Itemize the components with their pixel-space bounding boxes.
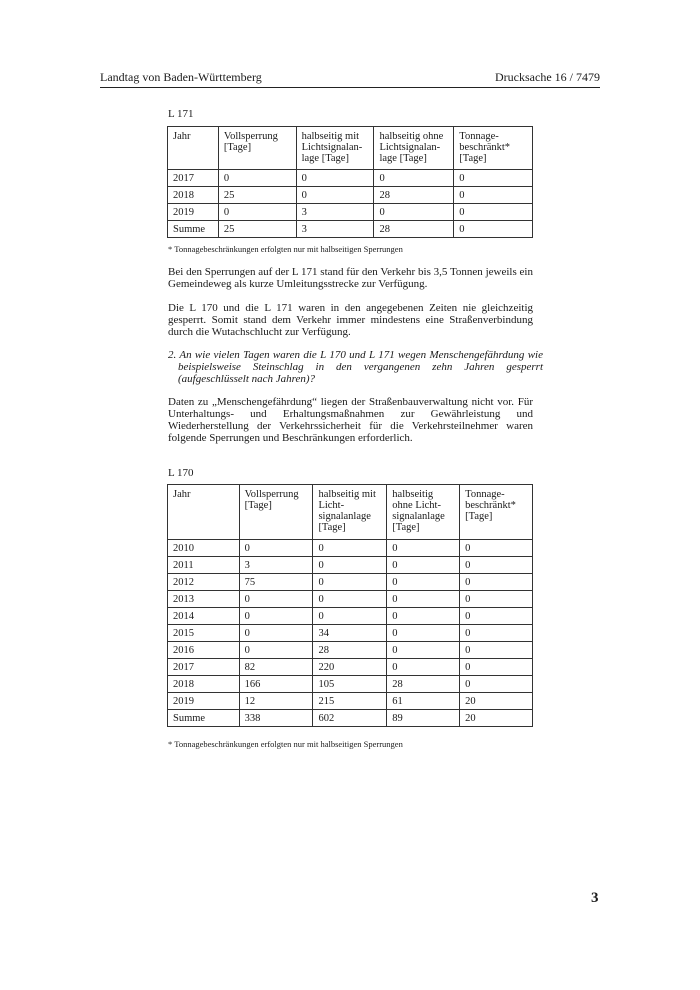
table-cell: 0 — [218, 170, 296, 187]
table-cell: 0 — [313, 591, 387, 608]
table-cell: 0 — [460, 625, 533, 642]
table-cell: 338 — [239, 710, 313, 727]
table-cell: Summe — [168, 221, 219, 238]
header-cell: halbseitig ohne Licht-signalanlage [Tage] — [387, 485, 460, 540]
header-cell: halbseitig mit Licht-signalanlage [Tage] — [313, 485, 387, 540]
table-cell: 0 — [239, 625, 313, 642]
table-cell: 0 — [218, 204, 296, 221]
table-cell: 2012 — [168, 574, 240, 591]
table-cell: 0 — [387, 557, 460, 574]
table-cell: 34 — [313, 625, 387, 642]
table-cell: 0 — [460, 540, 533, 557]
header-cell: Tonnage-beschränkt* [Tage] — [460, 485, 533, 540]
table-cell: 0 — [374, 170, 454, 187]
table-row — [168, 187, 533, 204]
table-cell: 89 — [387, 710, 460, 727]
table-cell: 28 — [374, 187, 454, 204]
table-cell: 2017 — [168, 170, 219, 187]
table-cell: 2011 — [168, 557, 240, 574]
page-number: 3 — [591, 890, 599, 906]
table-cell: 0 — [460, 659, 533, 676]
table-cell: 61 — [387, 693, 460, 710]
table-cell: 0 — [374, 204, 454, 221]
table-cell: 20 — [460, 693, 533, 710]
table-row — [168, 170, 533, 187]
table-row — [168, 608, 533, 625]
table-cell: 2019 — [168, 693, 240, 710]
header-document-number: Drucksache 16 / 7479 — [495, 70, 600, 84]
table-cell: 0 — [460, 557, 533, 574]
table-cell: 3 — [296, 221, 374, 238]
header-cell: halbseitig mit Lichtsignalan-lage [Tage] — [296, 127, 374, 170]
table-row — [168, 221, 533, 238]
table-row — [168, 540, 533, 557]
table-cell: 0 — [454, 221, 533, 238]
table-cell: 2014 — [168, 608, 240, 625]
table-row — [168, 625, 533, 642]
table-cell: 25 — [218, 187, 296, 204]
table-cell: 28 — [387, 676, 460, 693]
table-row — [168, 574, 533, 591]
paragraph-data-note: Daten zu „Menschengefährdung“ liegen der Straßenbauverwaltung nicht vor. Für Unterhaltungs- und Erhaltungsmaßnahmen zur Gewährleistung und Wiederherstellung der Verkehrssicherheit für die Verkehrsteilnehmer waren folgende Sperrungen und Beschränkungen erforderlich. — [168, 396, 533, 444]
table-cell: 2017 — [168, 659, 240, 676]
table-cell: 2018 — [168, 187, 219, 204]
table-row — [168, 659, 533, 676]
table-cell: 0 — [296, 187, 374, 204]
table-cell: 82 — [239, 659, 313, 676]
table-cell: 25 — [218, 221, 296, 238]
table-cell: 0 — [239, 591, 313, 608]
table-cell: 0 — [460, 574, 533, 591]
table-row — [168, 591, 533, 608]
table-l171-footnote: * Tonnagebeschränkungen erfolgten nur mit halbseitigen Sperrungen — [168, 244, 403, 254]
table-cell: 220 — [313, 659, 387, 676]
table-cell: 105 — [313, 676, 387, 693]
table-cell: 602 — [313, 710, 387, 727]
table-cell: 0 — [460, 676, 533, 693]
table-row — [168, 204, 533, 221]
table-row — [168, 642, 533, 659]
paragraph-detour: Bei den Sperrungen auf der L 171 stand für den Verkehr bis 3,5 Tonnen jeweils ein Gemeindeweg als kurze Umleitungsstrecke zur Verfügung. — [168, 266, 533, 290]
table-cell: 0 — [239, 642, 313, 659]
header-parliament: Landtag von Baden-Württemberg — [100, 70, 262, 84]
header-cell: halbseitig ohne Lichtsignalan-lage [Tage] — [374, 127, 454, 170]
table-row — [168, 557, 533, 574]
header-cell: Tonnage-beschränkt* [Tage] — [454, 127, 533, 170]
table-cell: 0 — [454, 204, 533, 221]
table-cell: 0 — [460, 591, 533, 608]
table-cell: 0 — [296, 170, 374, 187]
table-cell: 0 — [313, 540, 387, 557]
table-cell: 0 — [239, 540, 313, 557]
header-cell: Vollsperrung [Tage] — [239, 485, 313, 540]
table-cell: 2013 — [168, 591, 240, 608]
table-cell: 0 — [387, 659, 460, 676]
table-cell: 12 — [239, 693, 313, 710]
table-l171 — [167, 126, 533, 238]
table-cell: 0 — [387, 642, 460, 659]
table-cell: 0 — [454, 170, 533, 187]
table-cell: 215 — [313, 693, 387, 710]
table-l171-label: L 171 — [168, 108, 194, 120]
header-cell: Vollsperrung [Tage] — [218, 127, 296, 170]
table-cell: 0 — [313, 557, 387, 574]
table-cell: 166 — [239, 676, 313, 693]
table-cell: 28 — [313, 642, 387, 659]
table-cell: 20 — [460, 710, 533, 727]
header-row — [168, 485, 533, 540]
table-cell: 2019 — [168, 204, 219, 221]
table-cell: 0 — [239, 608, 313, 625]
table-cell: 2015 — [168, 625, 240, 642]
table-l170 — [167, 484, 533, 727]
question-2: 2. An wie vielen Tagen waren die L 170 und L 171 wegen Menschengefährdung wie beispielsweise Steinschlag in den vergangenen zehn Jahren gesperrt (aufgeschlüsselt nach Jahren)? — [168, 349, 543, 385]
table-cell: 0 — [313, 608, 387, 625]
table-cell: 0 — [387, 574, 460, 591]
table-cell: 0 — [313, 574, 387, 591]
table-cell: 0 — [387, 625, 460, 642]
paragraph-not-simultaneous: Die L 170 und die L 171 waren in den angegebenen Zeiten nie gleichzeitig gesperrt. Somit stand dem Verkehr immer mindestens eine Straßenverbindung durch die Wutachschlucht zur Verfügung. — [168, 302, 533, 338]
table-cell: 75 — [239, 574, 313, 591]
table-l170-label: L 170 — [168, 467, 194, 479]
table-cell: 0 — [387, 591, 460, 608]
table-l170-footnote: * Tonnagebeschränkungen erfolgten nur mit halbseitigen Sperrungen — [168, 739, 403, 749]
header-cell: Jahr — [168, 127, 219, 170]
header-cell: Jahr — [168, 485, 240, 540]
table-cell: 2016 — [168, 642, 240, 659]
table-cell: 0 — [460, 642, 533, 659]
table-cell: 0 — [387, 608, 460, 625]
table-cell: 0 — [460, 608, 533, 625]
header-row — [168, 127, 533, 170]
table-cell: 28 — [374, 221, 454, 238]
page-header — [100, 70, 600, 88]
table-cell: Summe — [168, 710, 240, 727]
table-cell: 2010 — [168, 540, 240, 557]
table-cell: 0 — [387, 540, 460, 557]
table-row — [168, 710, 533, 727]
table-row — [168, 676, 533, 693]
table-row — [168, 693, 533, 710]
table-cell: 3 — [296, 204, 374, 221]
table-cell: 0 — [454, 187, 533, 204]
table-cell: 3 — [239, 557, 313, 574]
table-cell: 2018 — [168, 676, 240, 693]
